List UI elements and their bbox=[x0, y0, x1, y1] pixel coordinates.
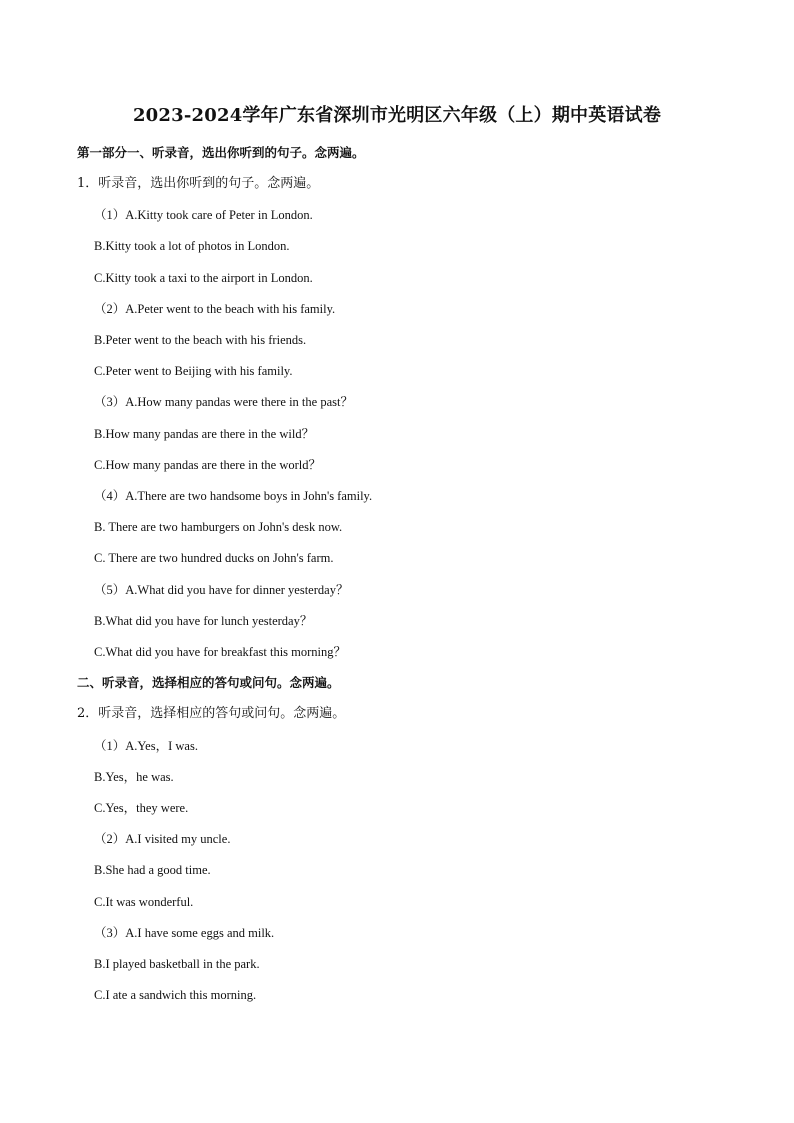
q1-option: B.Kitty took a lot of photos in London. bbox=[94, 239, 290, 253]
q1-option: （5）A.What did you have for dinner yesterday？ bbox=[94, 583, 349, 597]
q1-option: （3）A.How many pandas were there in the past？ bbox=[94, 395, 353, 409]
q1-option: C.Peter went to Beijing with his family. bbox=[94, 364, 293, 378]
q1-option: C.How many pandas are there in the world？ bbox=[94, 458, 322, 472]
question-2: 2．听录音，选择相应的答句或问句。念两遍。 bbox=[77, 706, 346, 721]
q2-option: （2）A.I visited my uncle. bbox=[94, 832, 231, 846]
q2-option: C.Yes，they were. bbox=[94, 801, 189, 815]
q2-option: B.She had a good time. bbox=[94, 863, 211, 877]
page-title: 2023-2024学年广东省深圳市光明区六年级（上）期中英语试卷 bbox=[132, 105, 662, 126]
q1-option: C.What did you have for breakfast this morning？ bbox=[94, 645, 347, 659]
q2-option: （3）A.I have some eggs and milk. bbox=[94, 926, 275, 940]
q2-option: C.I ate a sandwich this morning. bbox=[94, 988, 257, 1002]
q2-option: B.I played basketball in the park. bbox=[94, 957, 260, 971]
q1-option: B.What did you have for lunch yesterday？ bbox=[94, 614, 313, 628]
q1-option: （1）A.Kitty took care of Peter in London. bbox=[94, 208, 313, 222]
q1-option: C.Kitty took a taxi to the airport in London. bbox=[94, 271, 313, 285]
q1-option: B.How many pandas are there in the wild？ bbox=[94, 427, 315, 441]
q2-option: C.It was wonderful. bbox=[94, 895, 194, 909]
q1-option: B. There are two hamburgers on John's desk now. bbox=[94, 520, 343, 534]
part2-heading: 二、听录音，选择相应的答句或问句。念两遍。 bbox=[77, 675, 340, 690]
q1-option: B.Peter went to the beach with his friends. bbox=[94, 333, 307, 347]
q1-option: C. There are two hundred ducks on John's farm. bbox=[94, 551, 334, 565]
question-1: 1．听录音，选出你听到的句子。念两遍。 bbox=[77, 176, 320, 191]
part1-heading: 第一部分一、听录音，选出你听到的句子。念两遍。 bbox=[77, 145, 365, 160]
q1-option: （4）A.There are two handsome boys in John's family. bbox=[94, 489, 373, 503]
q1-option: （2）A.Peter went to the beach with his family. bbox=[94, 302, 336, 316]
q2-option: B.Yes，he was. bbox=[94, 770, 174, 784]
q2-option: （1）A.Yes，I was. bbox=[94, 739, 198, 753]
